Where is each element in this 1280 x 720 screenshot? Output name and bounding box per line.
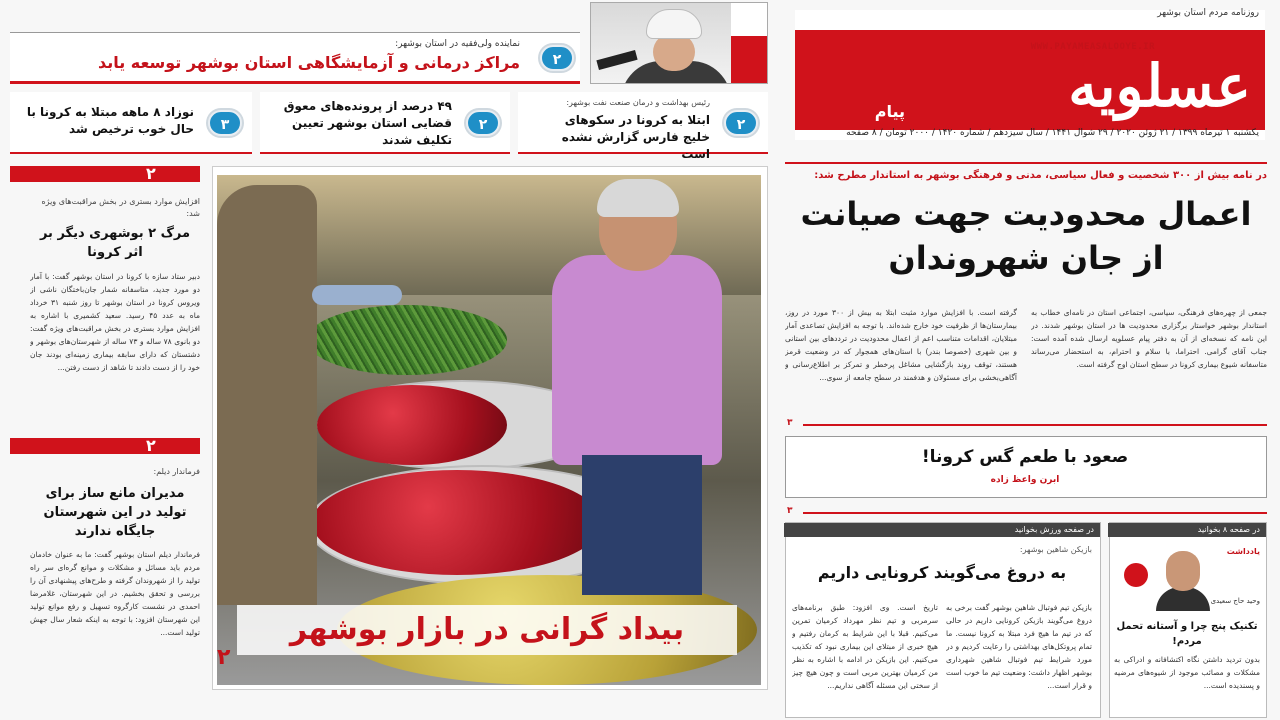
left-news-column bbox=[10, 158, 200, 718]
masthead-logo: عسلویه bbox=[1068, 52, 1251, 120]
sports-story[interactable] bbox=[785, 522, 1101, 718]
main-story-headline[interactable] bbox=[785, 192, 1267, 280]
secondary-story-3[interactable] bbox=[10, 92, 252, 154]
story-category: فرماندار دیلم: bbox=[153, 467, 200, 476]
market-photo[interactable] bbox=[212, 166, 768, 690]
page-ref-bar: ۲ bbox=[10, 438, 200, 454]
cherries-pile bbox=[312, 470, 602, 575]
story-headline[interactable]: مرگ ۲ بوشهری دیگر بر اثر کرونا bbox=[39, 226, 191, 260]
story-category: افزایش موارد بستری در بخش مراقبت‌های ویژه شد: bbox=[41, 197, 200, 218]
opinion-story[interactable] bbox=[1109, 522, 1267, 718]
banner-story[interactable] bbox=[10, 32, 580, 84]
sports-body-col-2: تاریخ است. وی افزود: طبق برنامه‌های سرمربی و تیم نظر مهرداد کرمیان تمرین می‌کنیم. قبلا با این شرایط به کرمان رفتیم و هیچ خبری از مبتلای این بیماری نبود که تکذیب می‌کنیم. این بازیکن در ادامه با اشاره به نظر من کرمیان بهترین مربی است و چون هیچ چیز از سختی این مسئله آگاهی نداریم... bbox=[792, 603, 938, 690]
column-headline[interactable]: صعود با طعم گس کرونا! bbox=[921, 447, 1129, 467]
page-number-badge: ۳ bbox=[208, 110, 242, 136]
page-ref-bar: ۲ bbox=[10, 166, 200, 182]
divider-line bbox=[785, 162, 1267, 164]
shopper-woman bbox=[217, 185, 317, 605]
page-number-badge: ۲ bbox=[540, 45, 574, 71]
main-story-body-col-2: گرفته است. با افزایش موارد مثبت ابتلا به بیش از ۳۰۰ مورد در روز، بیمارستان‌ها از ظرفیت خود خارج شده‌اند. با توجه به افزایش تصاعدی آمار مبتلایان، اقدامات متناسب اعم از اعمال محدودیت در ترددهای بین استانی و بین شهری (خصوصا بندر) با استان‌های همجوار که در وضعیت قرمز هستند، توقف روند بازگشایی مشاغل پرخطر و تمرکز بر اطلاع‌رسانی و آگاهی‌بخشی برای مسئولان و هدفمند در سطح جامعه از سوی... bbox=[785, 308, 1017, 382]
author-photo bbox=[1114, 543, 1260, 613]
masthead-dateline: یکشنبه ۱ تیرماه ۱۳۹۹ / ۲۱ ژوئن ۲۰۲۰ / ۲۹ شوال ۱۴۴۱ / سال سیزدهم / شماره ۱۴۲۰ / ۲۰۰۰ تومان / ۸ صفحه bbox=[846, 128, 1259, 138]
sports-category: بازیکن شاهین بوشهر: bbox=[1019, 545, 1092, 554]
turban-shape bbox=[646, 9, 702, 39]
opinion-section-strip: در صفحه ۸ بخوانید bbox=[1108, 523, 1266, 537]
face-shape bbox=[1166, 551, 1200, 591]
banner-headline[interactable]: مراکز درمانی و آزمایشگاهی استان بوشهر توسعه یابد bbox=[97, 53, 520, 72]
page-number-badge: ۲ bbox=[466, 110, 500, 136]
photo-page-ref: ۲ bbox=[217, 645, 231, 670]
column-box[interactable] bbox=[785, 436, 1267, 498]
story-body: دبیر ستاد سازه‌ با کرونا در استان بوشهر گفت: با آمار دو مورد جدید، متاسفانه شمار جان‌باختگان ناشی از ویروس کرونا در استان بوشهر تا روز شنبه ۳۱ خرداد ماه به عدد ۴۵ رسید. سعید کشمیری با اشاره به افزایش موارد بستری در بخش مراقبت‌های ویژه گفت: دو بانوی ۷۸ ساله و ۷۳ ساله از شهرستان‌های بوشهر و دشتستان که دارای سابقه بیماری زمینه‌ای بودند جان خود را از دست دادند تا شاهد از دست رفتن... bbox=[30, 272, 200, 372]
cherries-pile bbox=[317, 385, 507, 465]
masthead bbox=[795, 10, 1265, 140]
vendor-jeans bbox=[582, 455, 702, 595]
column-author: ابرن واعظ زاده bbox=[990, 475, 1060, 485]
main-story-kicker: در نامه بیش از ۳۰۰ شخصیت و فعال سیاسی، مدنی و فرهنگی بوشهر به استاندار مطرح شد: bbox=[814, 170, 1267, 181]
sports-body-col-1: بازیکن تیم فوتبال شاهین بوشهر گفت برخی به دروغ می‌گویند بازیکن کرونایی داریم در حالی که در تیم ما هیچ فرد مبتلا به کرونا نیست. ما تمام پروتکل‌های بهداشتی را رعایت کردیم و در مورد شرایط تیم فوتبال شاهین شهرداری بوشهر اظهار داشت: وضعیت تیم ما خوب است و قرار است... bbox=[946, 603, 1092, 690]
page-number-badge: ۲ bbox=[724, 110, 758, 136]
secondary-story-1[interactable] bbox=[518, 92, 768, 161]
sports-headline[interactable]: به دروغ می‌گویند کرونایی داریم bbox=[817, 563, 1067, 582]
story-headline[interactable]: نوزاد ۸ ماهه مبتلا به کرونا با حال خوب ترخیص شد bbox=[26, 105, 194, 136]
main-headline-line-2: از جان شهروندان bbox=[888, 239, 1164, 277]
opinion-label: یادداشت bbox=[1226, 547, 1260, 556]
main-story-body-col-1: جمعی از چهره‌های فرهنگی، سیاسی، اجتماعی استان در نامه‌ای خطاب به استاندار بوشهر خواستار برگزاری محدودیت ها در استان بوشهر شدند. در این نامه که نسخه‌ای از آن به دفتر پیام عسلویه ارسال شده آمده است: جناب آقای گرامی. احتراما، با سلام و احترام، به استحضار می‌رساند متاسفانه شیوع بیماری کرونا در سطح استان اوج گرفته است. bbox=[1031, 308, 1267, 369]
divider-line bbox=[803, 424, 1267, 426]
vendor-hair bbox=[597, 179, 679, 217]
microphone-icon bbox=[596, 50, 637, 70]
left-story-1[interactable] bbox=[30, 188, 200, 418]
banner-category: نماینده ولی‌فقیه در استان بوشهر: bbox=[395, 39, 520, 49]
story-body: فرماندار دیلم استان بوشهر گفت: ما به عنوان خادمان مردم باید مسائل و مشکلات و موانع گره‌ای سر راه تولید را از شهروندان گرفته و طرح‌های پیشنهادی آن را بررسی و تحقق بخشیم. در این شهرستان، غلامرضا احمدی در نشست کارگروه تسهیل و رفع موانع تولید این شهرستان افزود: با توجه به اینکه شعار سال جهش تولید است... bbox=[30, 550, 200, 637]
photo-caption: بیداد گرانی در بازار بوشهر bbox=[237, 605, 737, 655]
vendor-shirt bbox=[552, 255, 722, 465]
opinion-body: بدون تردید داشتن نگاه اکتشافانه و ادراکی به مشکلات و مصائب موجود از شیوه‌های مرضیه و پسندیده است... bbox=[1114, 655, 1260, 690]
masthead-strap: روزنامه مردم استان بوشهر bbox=[1157, 8, 1259, 18]
masthead-url[interactable]: WWW.PAYAMEASALOOYE.IR bbox=[1030, 42, 1155, 52]
market-photo-image bbox=[217, 175, 761, 685]
sports-section-strip: در صفحه ورزش بخوانید bbox=[784, 523, 1100, 537]
main-story-column bbox=[785, 158, 1267, 718]
secondary-story-2[interactable] bbox=[260, 92, 510, 154]
story-headline[interactable]: ۴۹ درصد از پرونده‌های معوق قضایی استان بوشهر تعیین تکلیف شدند bbox=[283, 99, 452, 147]
opinion-headline[interactable]: تکنیک پنج چرا و آستانه تحمل مردم! bbox=[1116, 621, 1258, 647]
column-page-ref: ۳ bbox=[787, 506, 793, 516]
flag-icon bbox=[731, 3, 768, 84]
secondary-headlines-row bbox=[10, 92, 768, 161]
shopper-arm bbox=[312, 285, 402, 305]
story-headline[interactable]: مدیران مانع ساز برای تولید در این شهرستان جایگاه ندارند bbox=[43, 486, 187, 539]
opinion-author: وحید حاج سعیدی bbox=[1210, 597, 1260, 605]
divider-line bbox=[803, 512, 1267, 514]
story-category: رئیس بهداشت و درمان صنعت نفت بوشهر: bbox=[566, 98, 710, 107]
main-headline-line-1: اعمال محدودیت جهت صیانت bbox=[800, 195, 1252, 233]
masthead-logo-prefix: پیام bbox=[874, 102, 905, 121]
logo-icon bbox=[1124, 563, 1148, 587]
green-beans-pile bbox=[307, 305, 507, 375]
left-story-2[interactable] bbox=[30, 460, 200, 700]
story-headline[interactable]: ابتلا به کرونا در سکوهای خلیج فارس گزارش نشده است bbox=[561, 113, 710, 161]
main-story-page-ref: ۳ bbox=[787, 418, 793, 428]
cleric-portrait-photo bbox=[590, 2, 768, 84]
